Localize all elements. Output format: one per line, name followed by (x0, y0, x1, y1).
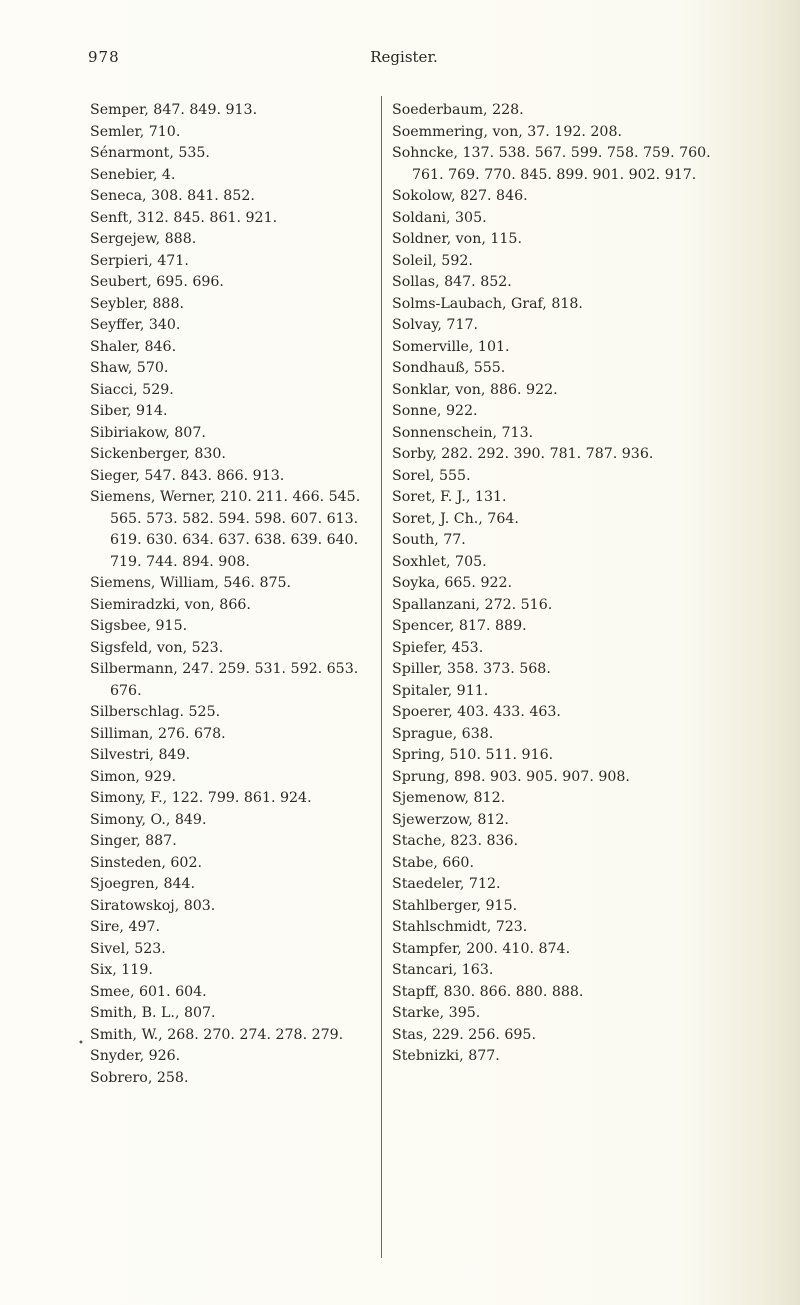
index-entry: Soldani, 305. (392, 209, 487, 226)
index-entry: Sonklar, von, 886. 922. (392, 381, 558, 398)
index-entry: Sjoegren, 844. (90, 876, 196, 892)
index-entry: Solvay, 717. (392, 317, 479, 333)
index-entry: Siacci, 529. (90, 381, 174, 398)
index-entry: Spiller, 358. 373. 568. (392, 661, 551, 677)
index-entry: Sire, 497. (90, 919, 161, 935)
index-entry: Sivel, 523. (90, 940, 166, 957)
index-entry: Somerville, 101. (392, 338, 510, 355)
index-entry: Sprague, 638. (392, 725, 494, 742)
column-divider (381, 96, 382, 1258)
index-entry: Sieger, 547. 843. 866. 913. (90, 467, 285, 484)
margin-mark: • (78, 1038, 84, 1049)
index-entry: Siemiradzki, von, 866. (90, 596, 251, 613)
index-entry: Sinsteden, 602. (90, 854, 202, 871)
index-entry: Seyffer, 340. (90, 317, 181, 333)
index-entry: Simony, F., 122. 799. 861. 924. (90, 790, 312, 806)
index-entry: Siemens, William, 546. 875. (90, 575, 292, 591)
index-entry: Smith, B. L., 807. (90, 1005, 216, 1021)
index-entry: Sjemenow, 812. (392, 790, 506, 806)
index-entry: Sonne, 922. (392, 403, 478, 419)
index-entry: Siemens, Werner, 210. 211. 466. 545. 565. 573. 582. 594. 598. 607. 613. 619. 630. 634. 637. 638. 639. 640. 719. 744. 894. 908. (90, 489, 361, 570)
index-entry: Staedeler, 712. (392, 876, 501, 892)
index-entry: Silliman, 276. 678. (90, 725, 226, 742)
index-entry: Spencer, 817. 889. (392, 618, 527, 634)
index-entry: Singer, 887. (90, 833, 177, 849)
index-entry: Soxhlet, 705. (392, 553, 487, 570)
index-entry: Semler, 710. (90, 123, 181, 140)
index-entry: Soederbaum, 228. (392, 102, 524, 118)
index-entry: Sickenberger, 830. (90, 446, 226, 462)
index-entry: Simony, O., 849. (90, 811, 207, 828)
index-entry: Starke, 395. (392, 1005, 481, 1021)
index-entry: Sobrero, 258. (90, 1069, 189, 1086)
index-entry: Simon, 929. (90, 768, 176, 785)
running-title: Register. (370, 48, 438, 66)
index-entry: Shaw, 570. (90, 360, 169, 376)
index-entry: Stahlschmidt, 723. (392, 919, 528, 935)
index-entry: Sokolow, 827. 846. (392, 188, 528, 204)
index-entry: Sonnenschein, 713. (392, 424, 534, 441)
index-entry: Stampfer, 200. 410. 874. (392, 940, 571, 957)
index-entry: Smith, W., 268. 270. 274. 278. 279. (90, 1026, 344, 1043)
index-entry: Silbermann, 247. 259. 531. 592. 653. 676. (90, 661, 359, 699)
index-entry: Sondhauß, 555. (392, 360, 506, 376)
index-entry: Spoerer, 403. 433. 463. (392, 704, 561, 720)
index-entry: Sollas, 847. 852. (392, 274, 512, 290)
index-entry: Soldner, von, 115. (392, 231, 522, 247)
index-entry: Soleil, 592. (392, 252, 473, 269)
index-entry: Stahlberger, 915. (392, 897, 518, 914)
page-header (88, 48, 720, 72)
index-entry: Stapff, 830. 866. 880. 888. (392, 983, 584, 1000)
index-entry: Spring, 510. 511. 916. (392, 747, 554, 763)
index-entry: Stache, 823. 836. (392, 833, 519, 849)
index-entry: Spiefer, 453. (392, 639, 484, 656)
index-entry: Solms-Laubach, Graf, 818. (392, 295, 583, 312)
index-entry: Stabe, 660. (392, 854, 474, 871)
index-entry: Sénarmont, 535. (90, 145, 210, 161)
index-entry: South, 77. (392, 532, 466, 548)
index-entry: Seybler, 888. (90, 295, 184, 312)
index-entry: Senebier, 4. (90, 166, 176, 183)
index-entry: Smee, 601. 604. (90, 983, 207, 1000)
index-column-right (392, 100, 722, 1068)
index-entry: Shaler, 846. (90, 338, 177, 355)
index-entry: Serpieri, 471. (90, 252, 189, 269)
index-entry: Soret, F. J., 131. (392, 489, 507, 505)
index-entry: Semper, 847. 849. 913. (90, 102, 258, 118)
index-entry: Senft, 312. 845. 861. 921. (90, 209, 278, 226)
index-entry: Seubert, 695. 696. (90, 274, 224, 290)
index-entry: Sigsfeld, von, 523. (90, 639, 224, 656)
index-entry: Sjewerzow, 812. (392, 811, 509, 828)
index-entry: Sprung, 898. 903. 905. 907. 908. (392, 768, 630, 785)
index-entry: Silvestri, 849. (90, 747, 191, 763)
index-entry: Sergejew, 888. (90, 231, 197, 247)
index-entry: Soemmering, von, 37. 192. 208. (392, 123, 622, 140)
index-entry: Siber, 914. (90, 403, 168, 419)
index-entry: Stas, 229. 256. 695. (392, 1026, 536, 1043)
index-entry: Sigsbee, 915. (90, 618, 188, 634)
index-entry: Sibiriakow, 807. (90, 424, 206, 441)
index-entry: Sohncke, 137. 538. 567. 599. 758. 759. 760. 761. 769. 770. 845. 899. 901. 902. 917. (392, 145, 711, 183)
index-entry: Stebnizki, 877. (392, 1048, 500, 1064)
index-entry: Spallanzani, 272. 516. (392, 596, 553, 613)
index-entry: Spitaler, 911. (392, 682, 489, 699)
page-number: 978 (88, 48, 120, 66)
index-entry: Seneca, 308. 841. 852. (90, 188, 255, 204)
index-entry: Silberschlag. 525. (90, 704, 221, 720)
index-entry: Stancari, 163. (392, 962, 494, 978)
index-entry: Six, 119. (90, 962, 153, 978)
index-column-left (90, 100, 372, 1089)
index-entry: Siratowskoj, 803. (90, 897, 216, 914)
index-entry: Sorel, 555. (392, 467, 471, 484)
index-entry: Sorby, 282. 292. 390. 781. 787. 936. (392, 446, 654, 462)
index-entry: Soret, J. Ch., 764. (392, 510, 519, 527)
index-entry: Soyka, 665. 922. (392, 575, 513, 591)
index-entry: Snyder, 926. (90, 1048, 181, 1064)
